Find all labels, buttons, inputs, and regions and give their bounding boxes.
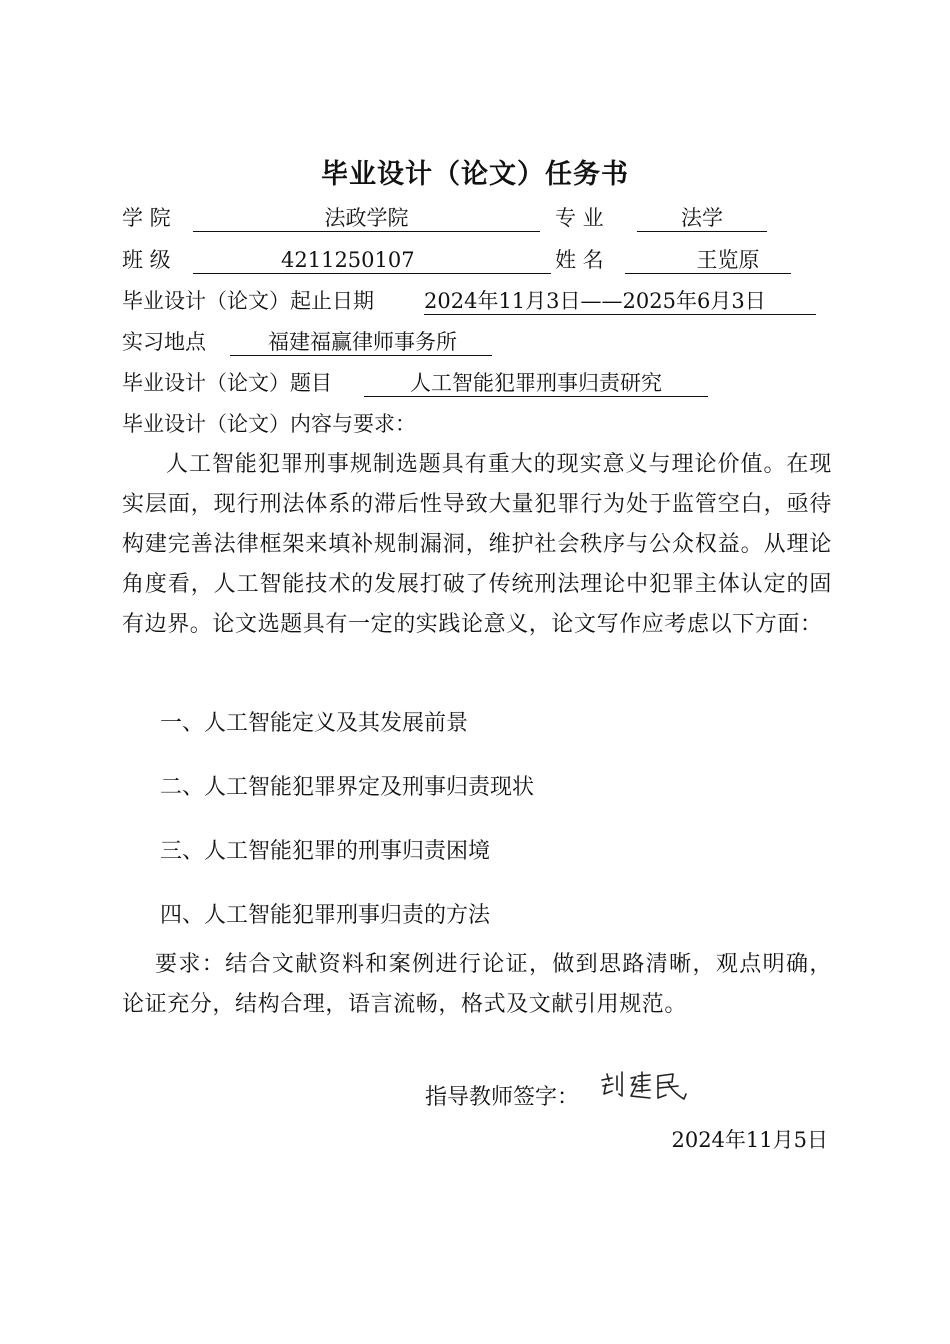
list-item-3: 三、人工智能犯罪的刑事归责困境 [160, 839, 491, 864]
requirements-paragraph: 要求：结合文献资料和案例进行论证，做到思路清晰，观点明确，论证充分，结构合理，语言流畅，格式及文献引用规范。 [122, 952, 832, 1017]
topic-label: 毕业设计（论文）题目 [122, 371, 332, 395]
college-value: 法政学院 [193, 203, 540, 232]
location-value-text: 福建福赢律师事务所 [268, 330, 457, 354]
major-value: 法学 [637, 203, 767, 232]
period-value: 2024年11月3日——2025年6月3日 [424, 286, 816, 315]
topic-value-text: 人工智能犯罪刑事归责研究 [410, 371, 662, 395]
class-label: 班 级 [122, 248, 171, 272]
location-label: 实习地点 [122, 330, 206, 354]
major-label: 专 业 [555, 206, 604, 230]
intro-paragraph: 人工智能犯罪刑事规制选题具有重大的现实意义与理论价值。在现实层面，现行刑法体系的滞后性导致大量犯罪行为处于监管空白，亟待构建完善法律框架来填补规制漏洞，维护社会秩序与公众权益。从理论角度看，人工智能技术的发展打破了传统刑法理论中犯罪主体认定的固有边界。论文选题具有一定的实践论意义，论文写作应考虑以下方面： [122, 452, 832, 637]
list-item-1: 一、人工智能定义及其发展前景 [160, 711, 469, 736]
name-value [625, 245, 791, 274]
topic-value [364, 368, 708, 397]
signature-date: 2024年11月5日 [671, 1128, 828, 1152]
college-label: 学 院 [122, 206, 171, 230]
location-value [230, 327, 492, 356]
class-value-text: 4211250107 [281, 248, 415, 272]
list-item-4: 四、人工智能犯罪刑事归责的方法 [160, 903, 491, 928]
content-label: 毕业设计（论文）内容与要求： [122, 412, 416, 436]
advisor-signature-label: 指导教师签字： [425, 1085, 580, 1110]
advisor-signature [598, 1068, 693, 1108]
name-label: 姓 名 [555, 248, 604, 272]
page-title: 毕业设计（论文）任务书 [321, 159, 629, 190]
name-value-text: 王览原 [696, 248, 760, 272]
list-item-2: 二、人工智能犯罪界定及刑事归责现状 [160, 775, 535, 800]
period-label: 毕业设计（论文）起止日期 [122, 289, 374, 313]
class-value [193, 245, 551, 274]
